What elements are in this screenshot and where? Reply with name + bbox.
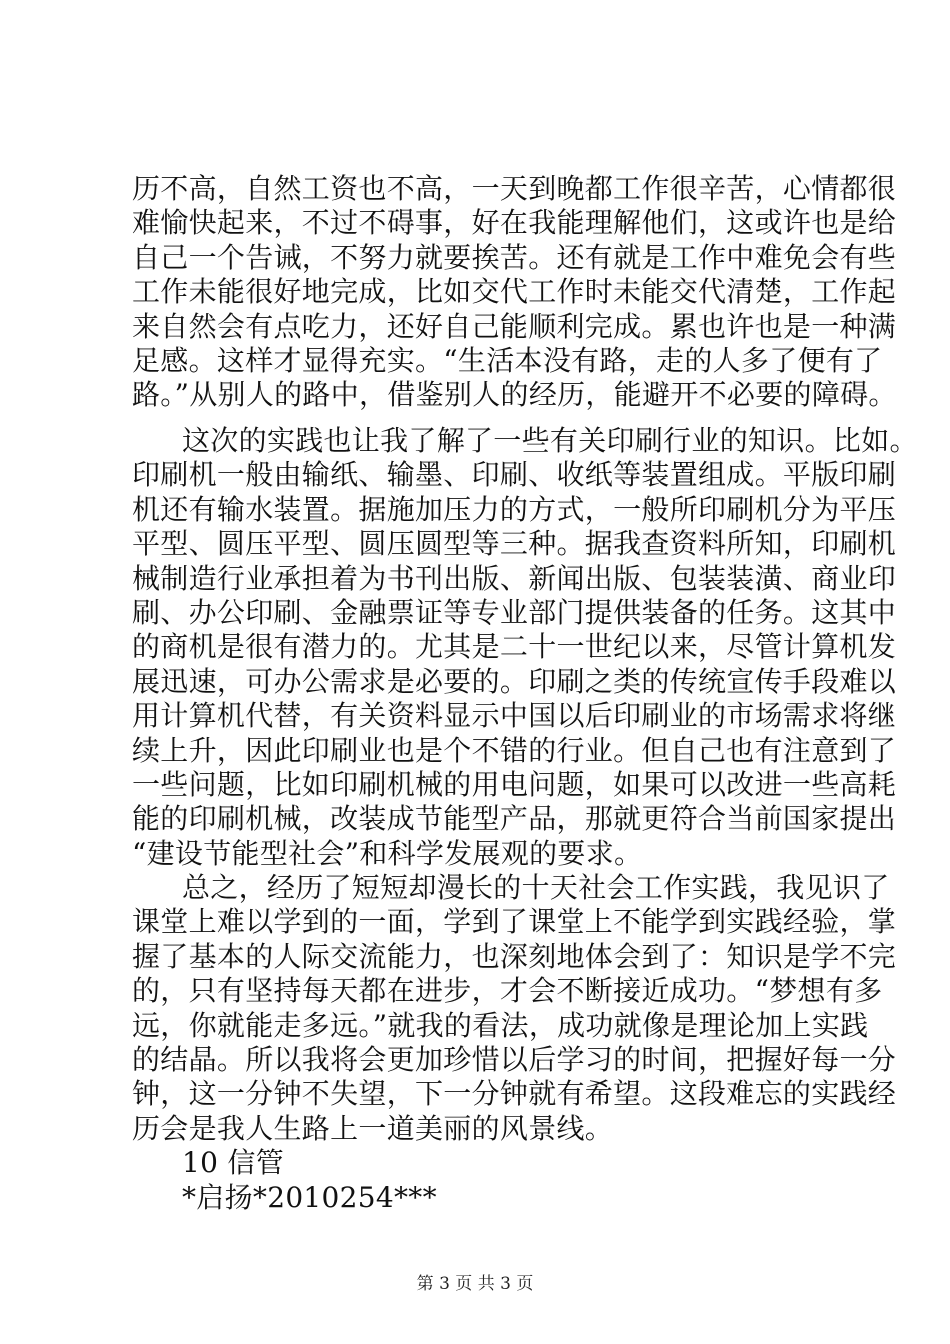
paragraph-line: 印刷机一般由输纸、输墨、印刷、收纸等装置组成。平版印刷 xyxy=(132,458,897,492)
paragraph-2 xyxy=(132,424,918,871)
paragraph-line: 展迅速，可办公需求是必要的。印刷之类的传统宣传手段难以 xyxy=(132,664,897,698)
paragraph-line: 的商机是很有潜力的。尤其是二十一世纪以来，尽管计算机发 xyxy=(132,630,897,664)
paragraph-line: 历不高，自然工资也不高，一天到晚都工作很辛苦，心情都很 xyxy=(132,172,897,205)
paragraph-line: 足感。这样才显得充实。“生活本没有路，走的人多了便有了 xyxy=(132,343,883,377)
paragraph-line: 的，只有坚持每天都在进步，才会不断接近成功。“梦想有多 xyxy=(132,974,883,1008)
paragraph-line: 路。”从别人的路中，借鉴别人的经历，能避开不必要的障碍。 xyxy=(132,378,897,412)
paragraph-line: 续上升，因此印刷业也是个不错的行业。但自己也有注意到了 xyxy=(132,733,897,767)
paragraph-line: 刷、办公印刷、金融票证等专业部门提供装备的任务。这其中 xyxy=(132,595,897,629)
paragraph-line: 来自然会有点吃力，还好自己能顺利完成。累也许也是一种满 xyxy=(132,309,897,343)
paragraph-line: “建设节能型社会”和科学发展观的要求。 xyxy=(132,836,643,870)
paragraph-line: 用计算机代替，有关资料显示中国以后印刷业的市场需求将继 xyxy=(132,699,897,733)
paragraph-1 xyxy=(132,172,897,413)
paragraph-line: 远，你就能走多远。”就我的看法，成功就像是理论加上实践 xyxy=(132,1008,869,1042)
paragraph-line: 一些问题，比如印刷机械的用电问题，如果可以改进一些高耗 xyxy=(132,767,897,801)
paragraph-line: 钟，这一分钟不失望，下一分钟就有希望。这段难忘的实践经 xyxy=(132,1077,897,1111)
paragraph-line: 能的印刷机械，改装成节能型产品，那就更符合当前国家提出 xyxy=(132,802,897,836)
paragraph-line: 这次的实践也让我了解了一些有关印刷行业的知识。比如。 xyxy=(182,424,918,457)
paragraph-line: 的结晶。所以我将会更加珍惜以后学习的时间，把握好每一分 xyxy=(132,1043,897,1077)
body-continued xyxy=(132,424,918,1215)
paragraph-line: 平型、圆压平型、圆压圆型等三种。据我查资料所知，印刷机 xyxy=(132,527,897,561)
paragraph-line: 机还有输水装置。据施加压力的方式，一般所印刷机分为平压 xyxy=(132,492,897,526)
paragraph-line: 自己一个告诫，不努力就要挨苦。还有就是工作中难免会有些 xyxy=(132,240,897,274)
page-footer: 第 3 页 共 3 页 xyxy=(416,1274,534,1294)
paragraph-line: 课堂上难以学到的一面，学到了课堂上不能学到实践经验，掌 xyxy=(132,905,897,939)
paragraph-line: 握了基本的人际交流能力，也深刻地体会到了：知识是学不完 xyxy=(132,939,897,973)
paragraph-line: 历会是我人生路上一道美丽的风景线。 xyxy=(132,1111,614,1145)
paragraph-3 xyxy=(132,871,897,1146)
signature-block xyxy=(132,1146,852,1215)
signature-class: 10 信管 xyxy=(182,1146,285,1180)
paragraph-line: 工作未能很好地完成，比如交代工作时未能交代清楚，工作起 xyxy=(132,275,897,309)
paragraph-line: 械制造行业承担着为书刊出版、新闻出版、包装装潢、商业印 xyxy=(132,561,897,595)
paragraph-line: 难愉快起来，不过不碍事，好在我能理解他们，这或许也是给 xyxy=(132,206,897,240)
signature-student: *启扬*2010254*** xyxy=(182,1180,437,1214)
paragraph-line: 总之，经历了短短却漫长的十天社会工作实践，我见识了 xyxy=(182,871,890,905)
